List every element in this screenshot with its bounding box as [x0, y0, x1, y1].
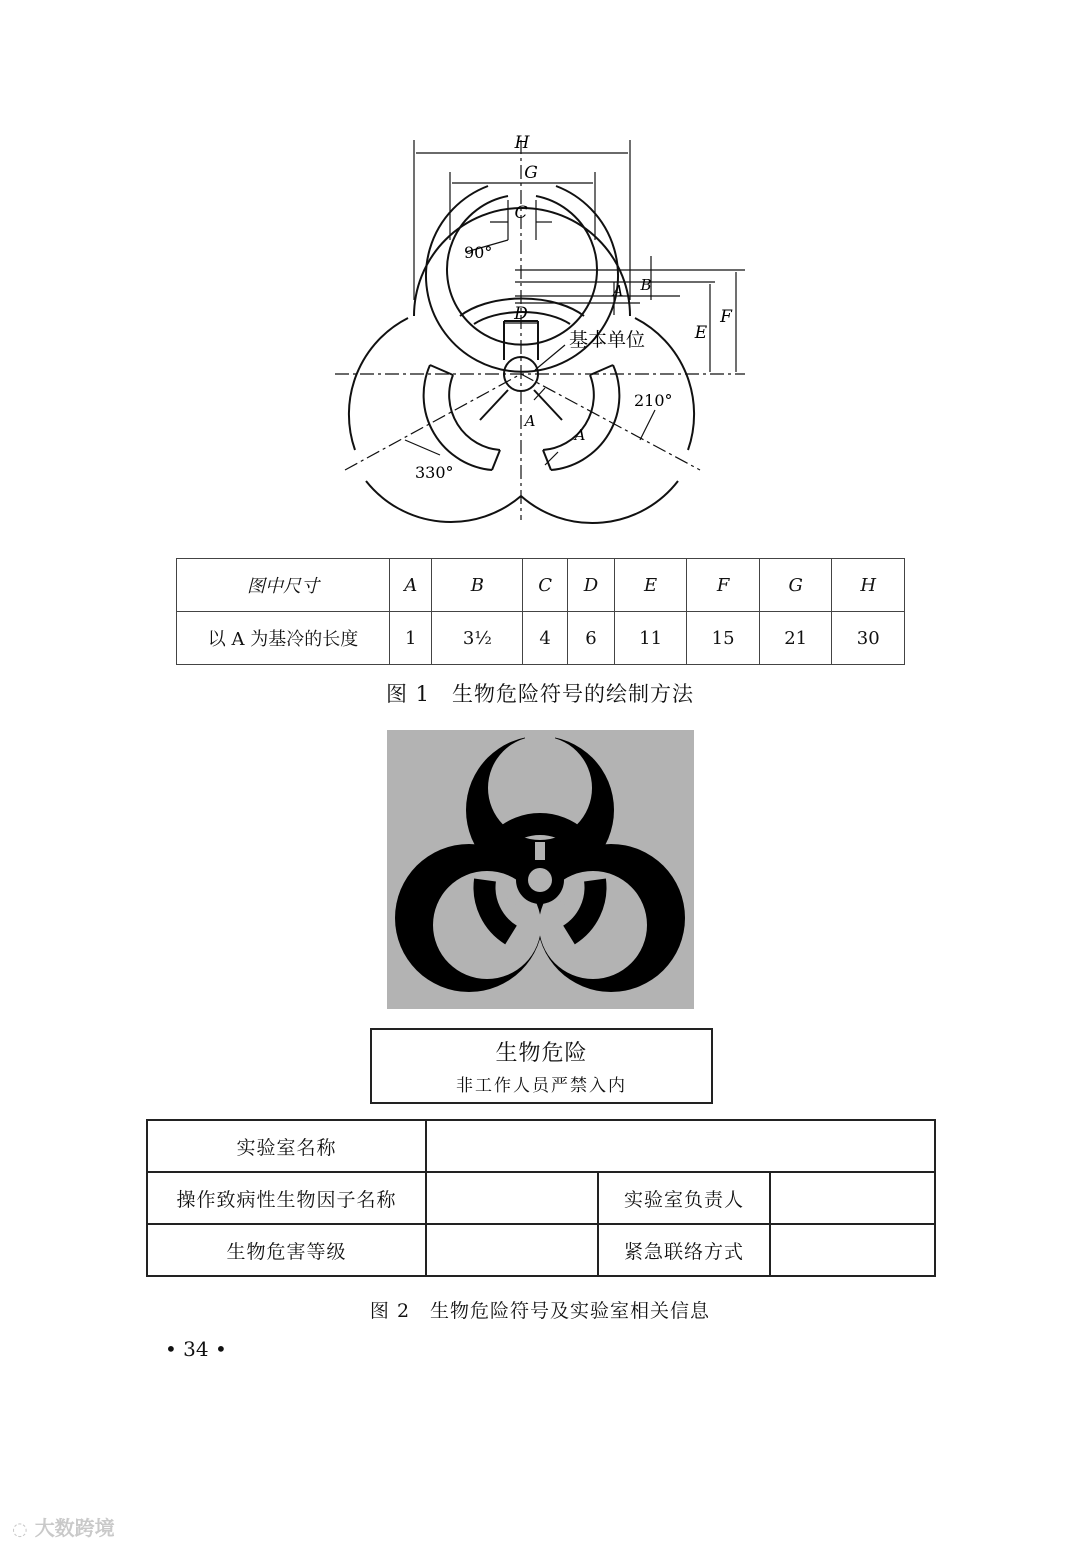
dimension-value-h: 30	[832, 612, 905, 665]
warning-sign	[370, 1028, 713, 1104]
watermark-text: 大数跨境	[34, 1516, 115, 1540]
bottom-right-arc	[521, 481, 678, 523]
hazard-level-label: 生物危害等级	[147, 1224, 426, 1276]
angle-label-90: 90°	[464, 243, 493, 262]
dimension-value-d: 6	[568, 612, 615, 665]
biohazard-construction-drawing	[0, 0, 1080, 545]
dim-label-a-top: A	[612, 282, 624, 300]
dimension-table-value-row	[177, 612, 905, 665]
dim-label-e: E	[694, 323, 708, 343]
lab-info-row-name	[147, 1120, 935, 1172]
dimension-header-g: G	[759, 559, 832, 612]
dim-label-a-low: A	[574, 426, 586, 444]
watermark-logo-icon: ◌	[12, 1519, 28, 1540]
lab-info-row-hazard	[147, 1224, 935, 1276]
responsible-person-value	[770, 1172, 935, 1224]
dim-label-d: D	[514, 304, 528, 324]
dim-label-f: F	[720, 307, 732, 327]
watermark	[12, 1512, 115, 1541]
dimension-value-g: 21	[759, 612, 832, 665]
biohazard-icon	[387, 730, 694, 1009]
dimension-table-header-label: 图中尺寸	[177, 559, 390, 612]
dim-label-g: G	[524, 163, 538, 183]
hazard-level-value	[426, 1224, 598, 1276]
dimension-header-b: B	[432, 559, 523, 612]
angle-label-210: 210°	[634, 391, 673, 410]
biohazard-symbol-panel	[387, 730, 694, 1009]
responsible-person-label: 实验室负责人	[598, 1172, 770, 1224]
dim-label-b: B	[640, 276, 652, 294]
agent-name-value	[426, 1172, 598, 1224]
dimension-table-row-label: 以 A 为基冷的长度	[177, 612, 390, 665]
dimension-header-f: F	[687, 559, 760, 612]
lab-info-row-agent	[147, 1172, 935, 1224]
dimension-value-f: 15	[687, 612, 760, 665]
lab-info-table	[146, 1119, 936, 1277]
bottom-left-arc	[366, 481, 521, 522]
dim-label-c: C	[514, 203, 528, 223]
dimension-table-header-row	[177, 559, 905, 612]
dimension-header-d: D	[568, 559, 615, 612]
emergency-contact-value	[770, 1224, 935, 1276]
dimension-value-b: 3½	[432, 612, 523, 665]
warning-subtitle: 非工作人员严禁入内	[456, 1076, 627, 1096]
base-unit-label: 基本单位	[569, 329, 646, 351]
dimension-value-c: 4	[523, 612, 568, 665]
dim-label-a-mid: A	[524, 412, 536, 430]
page-number: • 34 •	[165, 1337, 227, 1361]
dimension-table	[176, 558, 905, 665]
figure1-caption: 图 1 生物危险符号的绘制方法	[385, 682, 695, 706]
dimension-header-h: H	[832, 559, 905, 612]
lab-name-value	[426, 1120, 935, 1172]
dim-label-h: H	[514, 133, 530, 153]
dimension-value-a: 1	[390, 612, 432, 665]
dimension-value-e: 11	[614, 612, 687, 665]
figure2-caption: 图 2 生物危险符号及实验室相关信息	[369, 1300, 711, 1322]
angle-label-330: 330°	[415, 463, 454, 482]
warning-title: 生物危险	[495, 1041, 588, 1066]
dimension-header-c: C	[523, 559, 568, 612]
emergency-contact-label: 紧急联络方式	[598, 1224, 770, 1276]
lab-name-label: 实验室名称	[147, 1120, 426, 1172]
left-lobe-outline	[349, 318, 408, 450]
dimension-header-e: E	[614, 559, 687, 612]
dimension-header-a: A	[390, 559, 432, 612]
agent-name-label: 操作致病性生物因子名称	[147, 1172, 426, 1224]
